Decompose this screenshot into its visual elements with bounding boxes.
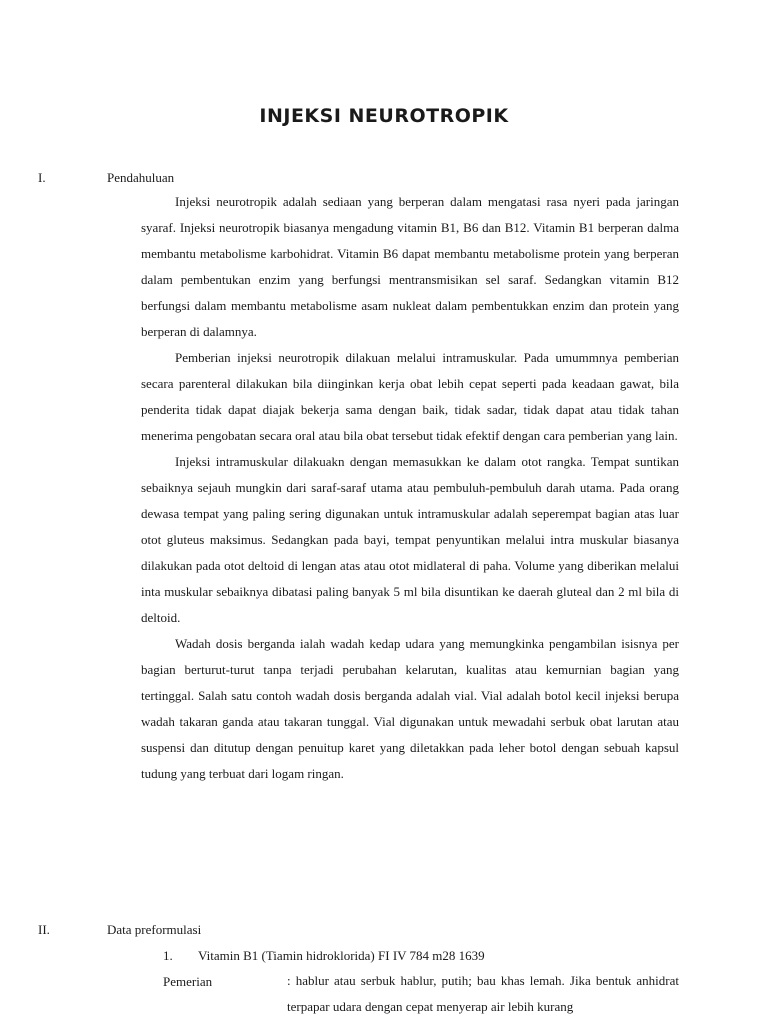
property-description: : hablur atau serbuk hablur, putih; bau khas lemah. Jika bentuk anhidrat terpapar udara dengan cepat menyerap air lebih kurang — [287, 973, 679, 1014]
section-heading: Data preformulasi — [107, 922, 202, 937]
property-label: Pemerian — [163, 974, 213, 989]
page-title: INJEKSI NEUROTROPIK — [259, 105, 509, 127]
paragraph: Injeksi intramuskular dilakuakn dengan memasukkan ke dalam otot rangka. Tempat suntikan sebaiknya sejauh mungkin dari saraf-saraf utama atau pembuluh-pembuluh darah utama. Pada orang dewasa tempat yang paling sering digunakan untuk intramuskular adalah seperempat bagian atas luar otot gluteus maksimus. Sedangkan pada bayi, tempat penyuntikan melalui intra muskular biasanya dilakukan pada otot deltoid di lengan atas atau otot midlateral di paha. Volume yang diberikan melalui inta muskular sebaiknya dibatasi paling banyak 5 ml bila disuntikan ke daerah gluteal dan 2 ml bila di deltoid. — [141, 454, 679, 625]
paragraph: Injeksi neurotropik adalah sediaan yang berperan dalam mengatasi rasa nyeri pada jaringan syaraf. Injeksi neurotropik biasanya mengadung vitamin B1, B6 dan B12. Vitamin B1 berperan dalma membantu metabolisme karbohidrat. Vitamin B6 dapat membantu metabolisme protein yang berperan dalam pembentukan enzim yang berfungsi mentransmisikan sel saraf. Sedangkan vitamin B12 berfungsi dalam membantu metabolisme asam nukleat dalam pembentukkan enzim dan protein yang berperan di dalamnya. — [141, 194, 679, 339]
section-body — [141, 189, 679, 787]
section-heading: Pendahuluan — [107, 170, 175, 185]
list-item-number: 1. — [163, 948, 173, 963]
section-number: II. — [38, 922, 50, 937]
paragraph: Pemberian injeksi neurotropik dilakuan melalui intramuskular. Pada umummnya pemberian secara parenteral dilakukan bila diinginkan kerja obat lebih cepat seperti pada keadaan gawat, bila penderita tidak dapat diajak bekerja sama dengan baik, tidak sadar, tidak dapat atau tidak tahan menerima pengobatan secara oral atau bila obat tersebut tidak efektif dengan cara pemberian yang lain. — [141, 350, 679, 443]
section-number: I. — [38, 170, 46, 185]
paragraph: Wadah dosis berganda ialah wadah kedap udara yang memungkinka pengambilan isisnya per bagian berturut-turut tanpa terjadi perubahan kelarutan, kualitas atau kemurnian bagian yang tertinggal. Salah satu contoh wadah dosis berganda adalah vial. Vial adalah botol kecil injeksi berupa wadah takaran ganda atau takaran tunggal. Vial digunakan untuk mewadahi serbuk obat larutan atau suspensi dan ditutup dengan penuitup karet yang diletakkan pada leher botol dengan sebuah kapsul tudung yang terbuat dari logam ringan. — [141, 636, 679, 781]
list-item-title: Vitamin B1 (Tiamin hidroklorida) FI IV 784 m28 1639 — [198, 948, 485, 963]
